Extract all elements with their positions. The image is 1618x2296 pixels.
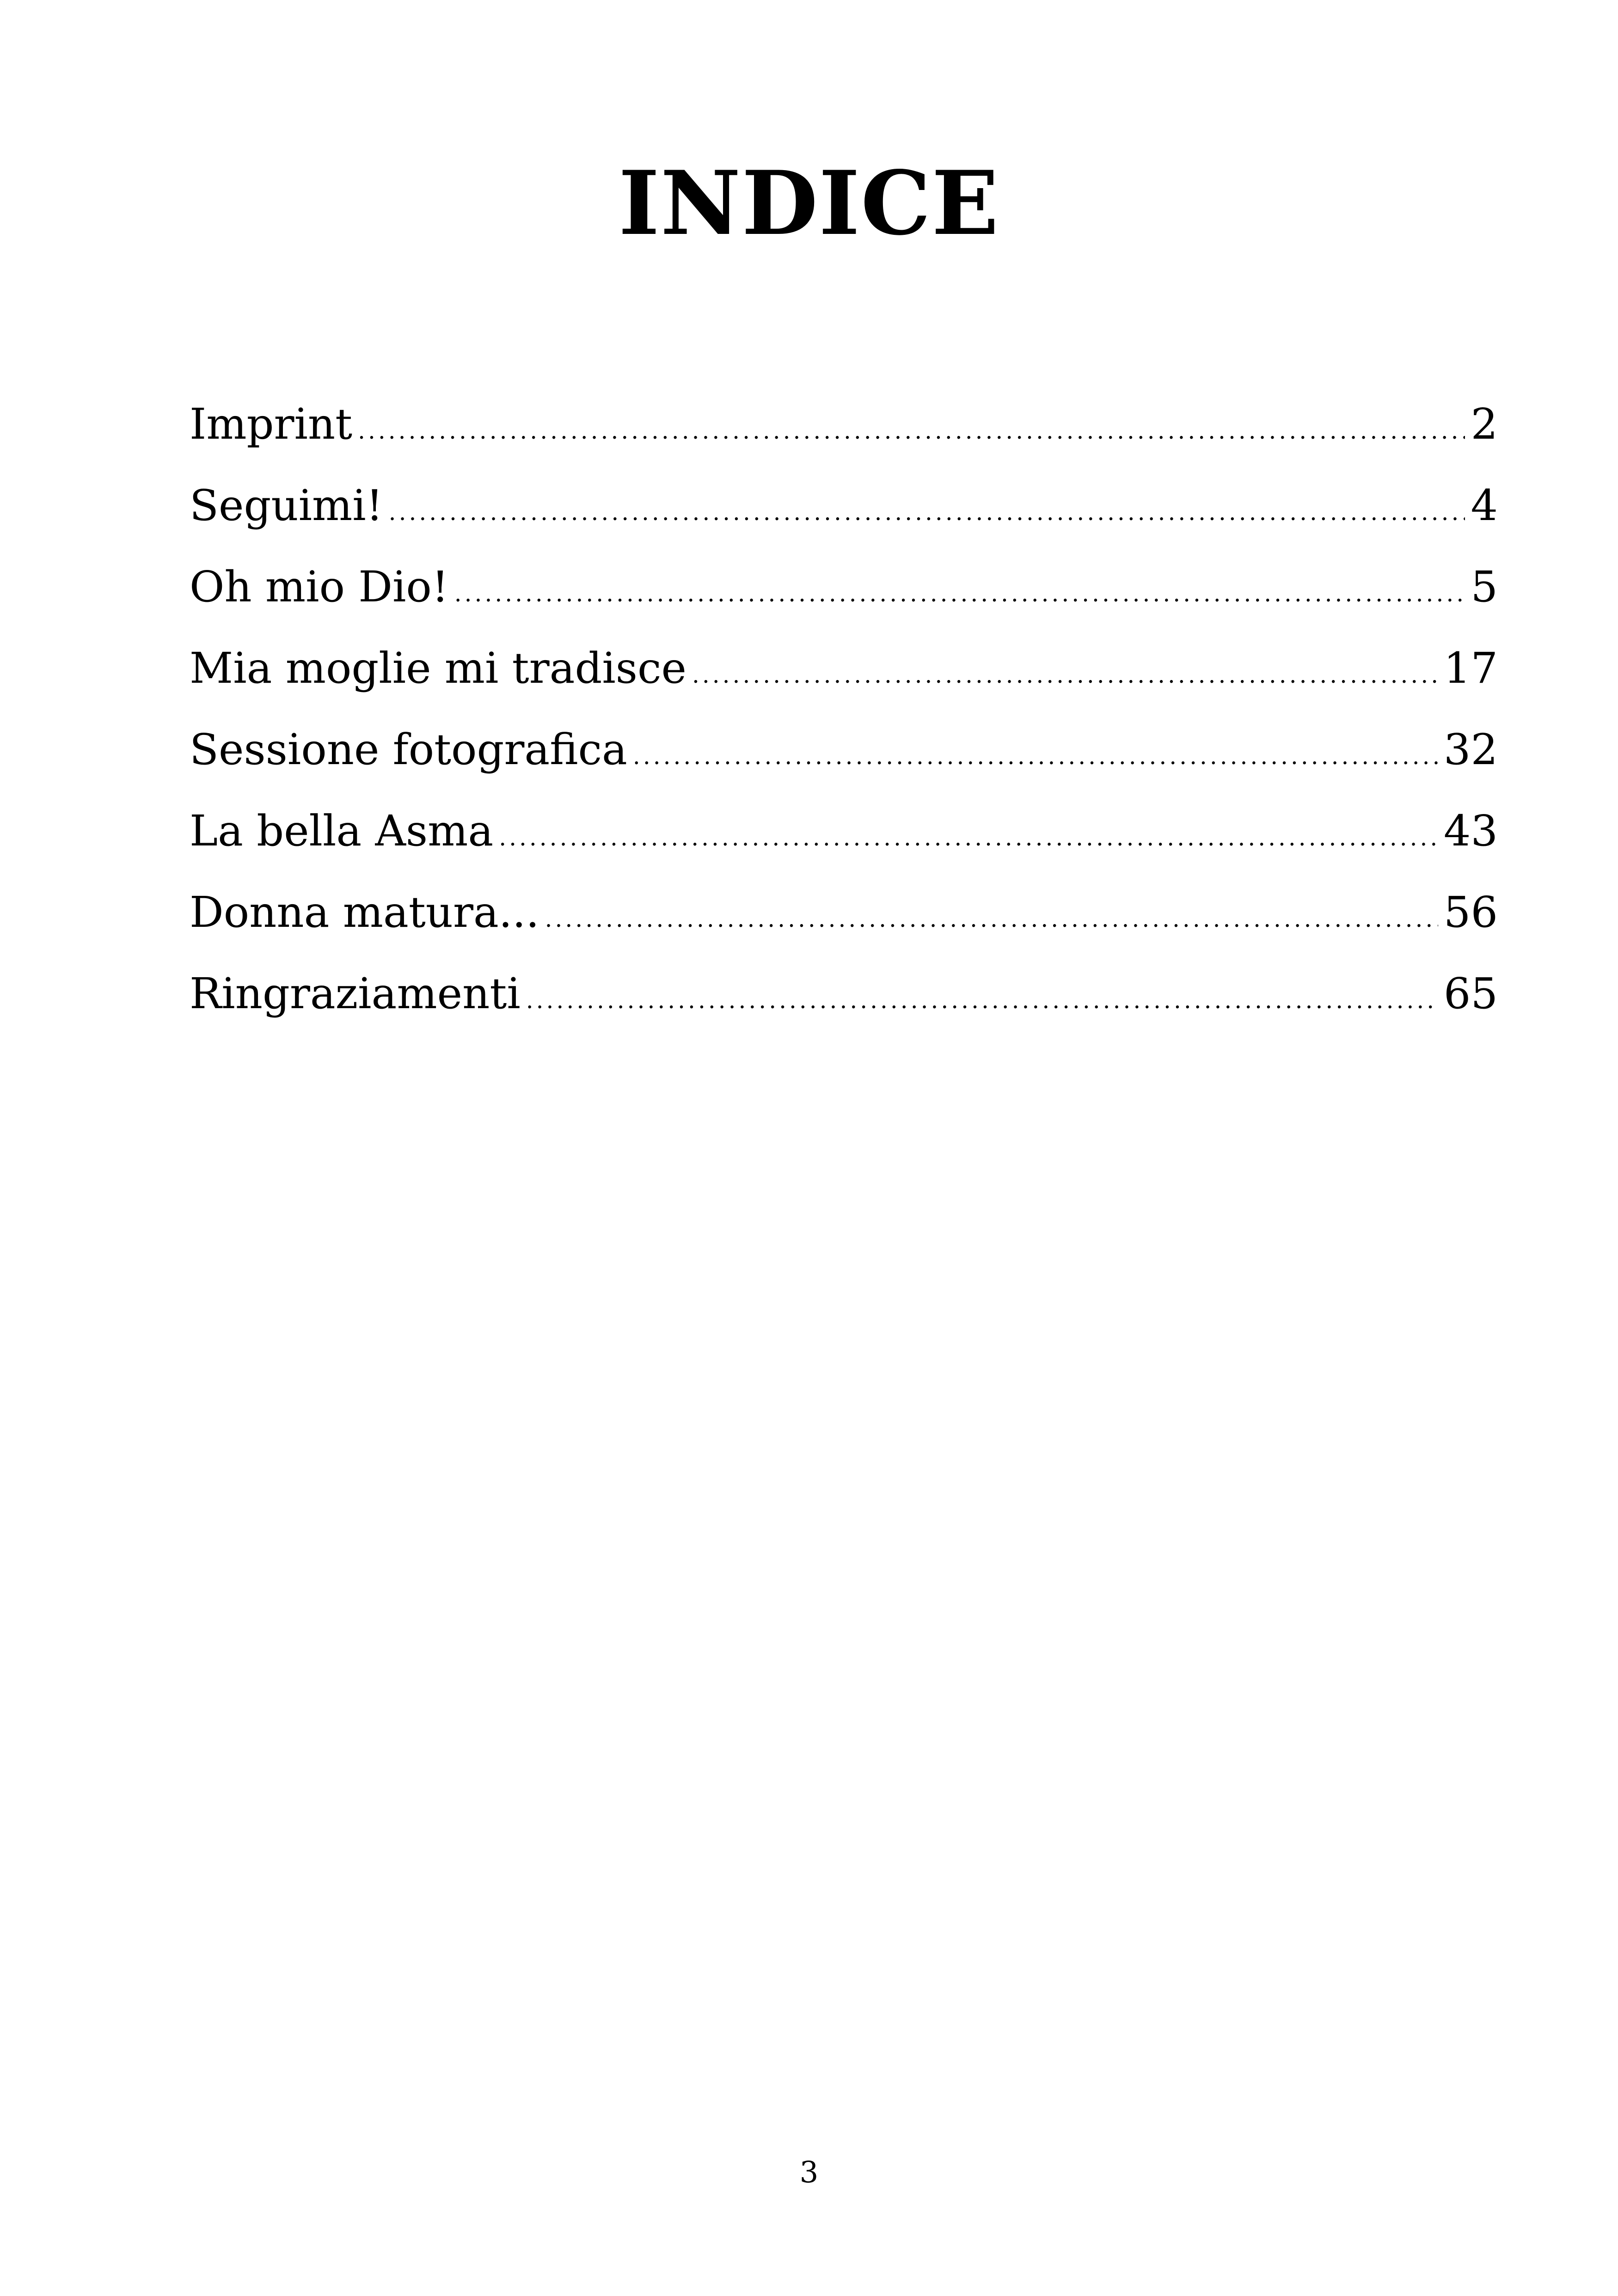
toc-entry-la-bella-asma[interactable] [190, 790, 1498, 872]
toc-entry-seguimi[interactable] [190, 465, 1498, 546]
page-number: 3 [799, 2155, 819, 2190]
table-of-contents [190, 384, 1498, 1035]
toc-entry-label: Mia moglie mi tradisce [190, 643, 686, 693]
dot-leader [633, 716, 1438, 797]
dot-leader [692, 634, 1438, 716]
toc-entry-label: Oh mio Dio! [190, 562, 449, 612]
page-title: INDICE [618, 152, 1000, 255]
toc-entry-label: Donna matura... [190, 888, 539, 937]
toc-entry-oh-mio-dio[interactable] [190, 546, 1498, 628]
toc-entry-label: La bella Asma [190, 806, 494, 856]
toc-entry-ringraziamenti[interactable] [190, 953, 1498, 1035]
toc-entry-sessione-fotografica[interactable] [190, 709, 1498, 790]
toc-entry-page: 32 [1443, 725, 1498, 774]
toc-entry-page: 4 [1471, 481, 1498, 530]
toc-entry-label: Sessione fotografica [190, 725, 627, 774]
dot-leader [545, 878, 1438, 960]
toc-entry-page: 65 [1443, 969, 1498, 1018]
dot-leader [389, 471, 1465, 553]
dot-leader [499, 797, 1438, 878]
toc-entry-donna-matura[interactable] [190, 872, 1498, 953]
toc-entry-page: 43 [1443, 806, 1498, 856]
toc-entry-label: Imprint [190, 399, 353, 449]
dot-leader [358, 390, 1465, 471]
toc-entry-page: 2 [1471, 399, 1498, 449]
toc-entry-label: Ringraziamenti [190, 969, 521, 1018]
toc-entry-page: 17 [1443, 643, 1498, 693]
toc-entry-label: Seguimi! [190, 481, 383, 530]
toc-entry-page: 5 [1471, 562, 1498, 612]
dot-leader [526, 960, 1438, 1041]
toc-entry-imprint[interactable] [190, 384, 1498, 465]
toc-entry-mia-moglie[interactable] [190, 628, 1498, 709]
dot-leader [454, 553, 1465, 634]
toc-entry-page: 56 [1443, 888, 1498, 937]
